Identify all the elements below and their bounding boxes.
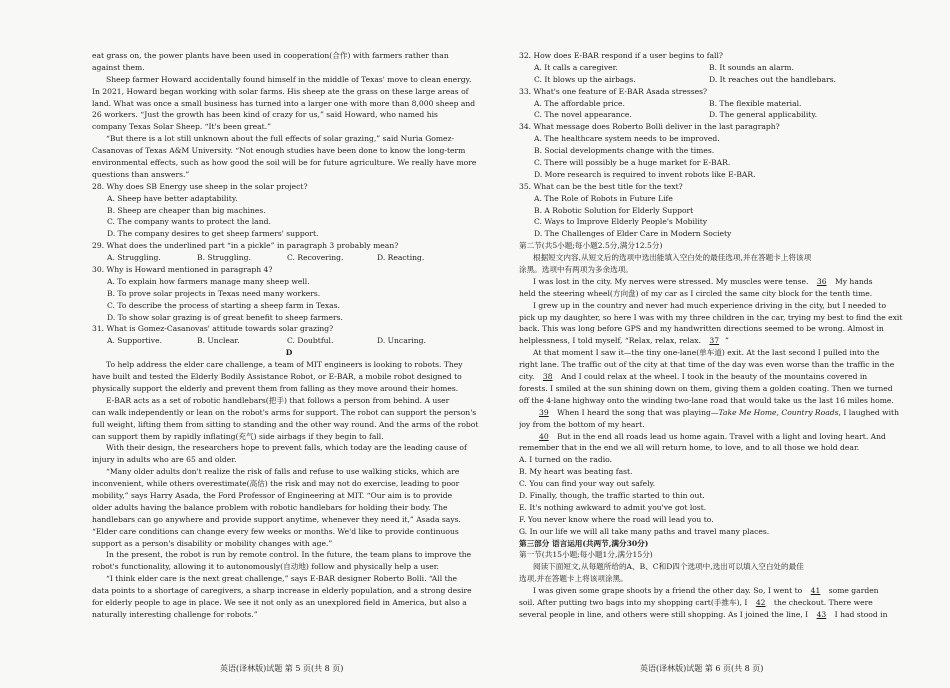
passage-d-line: E-BAR acts as a set of robotic handlebars(把手) that follows a person from behind. A user [106,395,450,405]
question-35-option: D. The Challenges of Elder Care in Modern Society [534,229,732,239]
passage-d-line: have built and tested the Elderly Bodily Assistance Robot, or E-BAR, a mobile robot designed to [92,372,462,382]
blank-40: 40 [539,431,549,441]
cloze-line [519,585,913,597]
question-32-option: C. It blows up the airbags. [534,74,636,84]
part-3-section-1-heading: 第一节(共15小题;每小题1分,满分15分) [519,550,653,560]
blank-43: 43 [816,609,827,619]
passage-c-line: questions than answers.” [92,169,190,179]
question-35-option: C. Ways to Improve Elderly People's Mobility [534,217,708,227]
cloze-text: city. [519,372,535,382]
cloze-line: off the 4-lane highway onto the winding two-lane road that would take us the last 16 miles home. [519,395,894,405]
passage-d-line: inconvenient, while others overestimate(高估) the risk and may not do exercise, leading to poor [92,479,460,489]
question-31-stem: 31. What is Gomez-Casanovas' attitude towards solar grazing? [92,324,334,334]
cloze-line [519,335,913,347]
passage-d-line: “Many older adults don't realize the risk of falls and refuse to use walking sticks, which are [106,467,460,477]
question-29-stem: 29. What does the underlined part “in a pickle” in paragraph 3 probably mean? [92,241,399,251]
question-35-stem: 35. What can be the best title for the text? [519,181,683,191]
passage-d-line: can walk independently or lean on the robot's arms for support. The robot can support the person's [92,407,477,417]
blank-41: 41 [810,586,821,596]
question-30-stem: 30. Why is Howard mentioned in paragraph 4? [92,265,273,275]
passage-d-line: With their design, the researchers hope to prevent falls, which today are the leading cause of [106,443,467,453]
right-page-footer: 英语(译林版)试题 第 6 页(共 8 页) [640,664,764,673]
cloze-option: E. It's nothing awkward to admit you've got lost. [519,502,707,512]
question-29-option: B. Struggling. [197,253,251,263]
cloze-text: I was lost in the city. My nerves were stressed. My muscles were tense. [533,276,809,286]
cloze-text: But in the end all roads lead us home again. Travel with a light and loving heart. And [557,431,886,441]
cloze-option: B. My heart was beating fast. [519,467,633,477]
cloze-line: forests. I smiled at the sun shining down on them, giving them a golden coating. Then we turned [519,383,893,393]
question-30-option: B. To prove solar projects in Texas need many workers. [107,288,321,298]
question-28-option: C. The company wants to protect the land. [107,217,271,227]
passage-d-line: full weight, lifting them from sitting to standing and the other way round. And the arms of the robot [92,419,479,429]
question-32-option: A. It calls a caregiver. [534,62,618,72]
left-page-footer: 英语(译林版)试题 第 5 页(共 8 页) [220,664,344,673]
question-31-option: C. Doubtful. [287,336,334,346]
cloze-text: soil. After putting two bags into my shopping cart(手推车), I [519,597,748,607]
question-32-options [519,62,913,74]
passage-d-line: injury in adults who are 65 and older. [92,455,237,465]
cloze-line: pick up my daughter, so here I was with my three children in the car, trying my best to find the exit [519,312,903,322]
blank-39: 39 [539,407,549,417]
cloze-line [519,597,913,609]
question-32-option: B. It sounds an alarm. [709,62,794,72]
question-30-option: C. To describe the process of starting a sheep farm in Texas. [107,300,340,310]
question-33-option: C. The novel appearance. [534,110,632,120]
cloze-text: I was given some grape shoots by a friend the other day. So, I went to [533,586,803,596]
cloze-text: When I heard the song that was playing— [557,407,719,417]
blank-38: 38 [542,372,553,382]
passage-d-line: naturally interesting challenge for robots.” [92,609,258,619]
question-32-options [519,74,913,86]
blank-42: 42 [755,597,766,607]
blank-36: 36 [816,276,827,286]
passage-d-line: support as a person's disability or mobility changes with age.” [92,538,333,548]
passage-d-line: “I think elder care is the next great challenge,” says E-BAR designer Roberto Bolli. “All the [106,574,458,584]
question-34-option: B. Social developments change with the times. [534,146,715,156]
passage-c-line: Casanovas of Texas A&M University. “Not enough studies have been done to know the long-term [92,146,466,156]
cloze-text: several people in line, and others were still shopping. As I joined the line, I [519,609,809,619]
question-34-option: C. There will possibly be a huge market for E-BAR. [534,158,731,168]
cloze-option: F. You never know where the road will lead you to. [519,514,714,524]
song-title: Take Me Home, Country Roads [718,407,839,417]
section-2-instruction: 根据短文内容,从短文后的选项中选出能填入空白处的最佳选项,并在答题卡上将该项 [533,253,812,263]
question-29-options [92,252,486,264]
question-32-stem: 32. How does E-BAR respond if a user begins to fall? [519,51,723,60]
cloze-line [519,407,913,419]
passage-d-line: To help address the elder care challenge, a team of MIT engineers is looking to robots. They [106,360,463,370]
passage-d-line: In the present, the robot is run by remote control. In the future, the team plans to improve the [106,550,472,560]
question-29-option: C. Recovering. [287,253,344,263]
blank-37: 37 [709,336,720,346]
question-33-option: A. The affordable price. [534,98,625,108]
cloze-option: G. In our life we will all take many paths and travel many places. [519,526,770,536]
passage-c-line: against them. [92,62,145,72]
passage-d-line: physically support the elderly and prevent them from falling as they move around their homes. [92,383,459,393]
passage-d-line: older adults having the balance problem with robotic handlebars for holding their body. The [92,502,448,512]
cloze-text: I had stood in [834,609,888,619]
question-35-option: A. The Role of Robots in Future Life [534,193,673,203]
passage-d-line: for elderly people to age in place. We see it not only as an unexplored field in America, but also a [92,597,467,607]
passage-d-line: robot's functionality, allowing it to autonomously(自动地) follow and physically help a user. [92,562,439,572]
passage-d-line: “Elder care conditions can change every few weeks or months. We'd like to provide continuous [92,526,459,536]
cloze-line: back. This was long before GPS and my handwritten directions seemed to be wrong. Almost in [519,324,884,334]
cloze-line [519,276,913,288]
passage-c-line: environmental effects, such as how good the soil will be for future agriculture. We really have more [92,158,477,168]
question-33-stem: 33. What's one feature of E-BAR Asada stresses? [519,86,708,96]
question-31-options [92,335,486,347]
cloze-line: At that moment I saw it—the tiny one-lane(单车道) exit. At the last second I pulled into the [533,348,880,358]
passage-c-line: Sheep farmer Howard accidentally found himself in the middle of Texas' move to clean energy. [106,74,472,84]
cloze-text: And I could relax at the wheel. I took in the beauty of the mountains covered in [560,372,868,382]
question-33-options [519,109,913,121]
cloze-option: D. Finally, though, the traffic started to thin out. [519,490,705,500]
part-3-instruction: 阅读下面短文,从每题所给的A、B、C和D四个选项中,选出可以填入空白处的最佳 [533,562,804,572]
passage-c-line: eat grass on, the power plants have been used in cooperation(合作) with farmers rather than [92,51,449,60]
question-35-option: B. A Robotic Solution for Elderly Support [534,205,694,215]
cloze-text: , I laughed with [838,407,899,417]
cloze-text: the checkout. There were [773,597,873,607]
cloze-line: I grew up in the country and never had much experience driving in the city, but I needed to [533,300,887,310]
passage-c-line: “But there is a lot still unknown about the full effects of solar grazing,” said Nuria Gomez- [106,134,455,144]
passage-c-line: land. What was once a small business has turned into a larger one with more than 8,000 sheep and [92,98,476,108]
cloze-line: joy from the bottom of my heart. [519,419,645,429]
question-28-option: A. Sheep have better adaptability. [107,193,238,203]
question-30-option: A. To explain how farmers manage many sheep well. [107,276,310,286]
passage-d-line: handlebars can go anywhere and provide support anytime, whenever they need it,” Asada says. [92,514,461,524]
cloze-line [519,609,913,621]
part-3-instruction: 选项,并在答题卡上将该项涂黑。 [519,574,628,584]
question-31-option: A. Supportive. [107,336,163,346]
question-28-option: B. Sheep are cheaper than big machines. [107,205,266,215]
passage-d-line: can support them by rapidly inflating(充气) side airbags if they begin to fall. [92,431,384,441]
cloze-text: some garden [828,586,879,596]
passage-c-line: 26 workers. “Just the growth has been kind of crazy for us,” said Howard, who named his [92,110,438,120]
cloze-line [519,431,913,443]
cloze-line: remember that in the end we all will return home, to love, and to all those we hold dear. [519,443,860,453]
cloze-line: held the steering wheel(方向盘) of my car as I circled the same city block for the tenth time. [519,288,873,298]
cloze-text: ” [725,336,729,346]
cloze-option: C. You can find your way out safely. [519,479,656,489]
question-28-stem: 28. Why does SB Energy use sheep in the solar project? [92,181,308,191]
cloze-line: right lane. The traffic out of the city at that time of the day was even worse than the traffic in the [519,360,895,370]
cloze-line [519,371,913,383]
question-33-option: D. The general applicability. [709,110,818,120]
section-2-heading: 第二节(共5小题;每小题2.5分,满分12.5分) [519,241,663,251]
passage-c-line: company Texas Solar Sheep. “It's been great.” [92,122,271,132]
question-33-option: B. The flexible material. [709,98,802,108]
cloze-option: A. I turned on the radio. [519,455,612,465]
question-31-option: D. Uncaring. [377,336,426,346]
cloze-text: helplessness, I told myself, “Relax, relax, relax. [519,336,701,346]
left-page-column [92,50,486,621]
passage-c-line: In 2021, Howard began working with solar farms. His sheep ate the grass on these large areas of [92,86,469,96]
question-31-option: B. Unclear. [197,336,240,346]
question-30-option: D. To show solar grazing is of great benefit to sheep farmers. [107,312,343,322]
question-32-option: D. It reaches out the handlebars. [709,74,836,84]
question-33-options [519,98,913,110]
question-28-option: D. The company desires to get sheep farmers' support. [107,229,319,239]
question-34-stem: 34. What message does Roberto Bolli deliver in the last paragraph? [519,122,780,132]
cloze-text: My hands [834,276,873,286]
part-3-heading: 第三部分 语言运用(共两节,满分30分) [519,538,649,548]
question-29-option: A. Struggling. [107,253,161,263]
section-2-instruction: 涂黑。选项中有两项为多余选项。 [519,265,633,275]
question-34-option: D. More research is required to invent robots like E-BAR. [534,169,756,179]
right-page-column [519,50,913,621]
passage-d-line: data points to a shortage of caregivers, a sharp increase in elderly population, and a strong desire [92,586,472,596]
section-d-heading: D [285,348,293,358]
question-34-option: A. The healthcare system needs to be improved. [534,134,720,144]
passage-d-line: mobility,” says Harry Asada, the Ford Professor of Engineering at MIT. “Our aim is to provide [92,490,453,500]
question-29-option: D. Reacting. [377,253,425,263]
